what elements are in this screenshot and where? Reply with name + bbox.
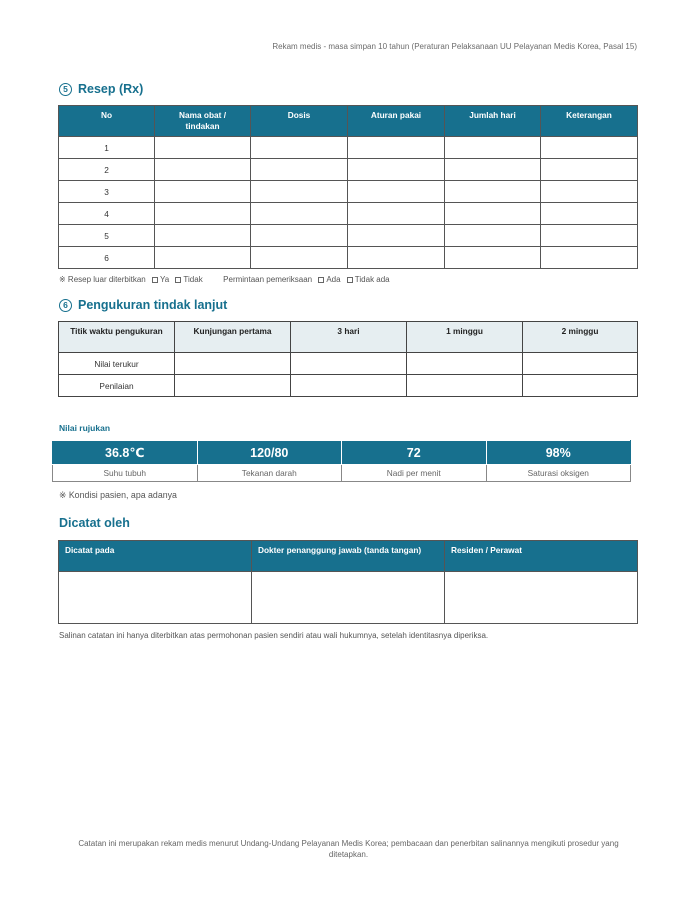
checkbox-ada[interactable] xyxy=(318,277,324,283)
pulse-label: Nadi per menit xyxy=(342,465,487,482)
dose-cell[interactable] xyxy=(251,181,348,203)
drug-cell[interactable] xyxy=(155,225,251,247)
followup-title: Pengukuran tindak lanjut xyxy=(78,298,228,312)
row-number: 4 xyxy=(59,203,155,225)
row-number: 2 xyxy=(59,159,155,181)
remarks-cell[interactable] xyxy=(541,225,638,247)
recorded-at-cell[interactable] xyxy=(59,572,252,624)
days-cell[interactable] xyxy=(445,181,541,203)
assessment-cell[interactable] xyxy=(523,375,638,397)
doctor-signature-cell[interactable] xyxy=(252,572,445,624)
measure-cell[interactable] xyxy=(175,353,291,375)
col-dose: Dosis xyxy=(251,106,348,137)
measure-cell[interactable] xyxy=(291,353,407,375)
col-resident-nurse: Residen / Perawat xyxy=(445,541,638,572)
days-cell[interactable] xyxy=(445,225,541,247)
col-usage: Aturan pakai xyxy=(348,106,445,137)
resident-nurse-cell[interactable] xyxy=(445,572,638,624)
reference-values-row xyxy=(53,441,631,465)
assessment-cell[interactable] xyxy=(291,375,407,397)
days-cell[interactable] xyxy=(445,137,541,159)
col-first-visit: Kunjungan pertama xyxy=(175,322,291,353)
prescription-options-line xyxy=(59,275,390,284)
option-ada-label: Ada xyxy=(326,275,341,284)
table-row xyxy=(59,375,638,397)
remarks-cell[interactable] xyxy=(541,137,638,159)
drug-cell[interactable] xyxy=(155,247,251,269)
row-label-measured: Nilai terukur xyxy=(59,353,175,375)
copy-issuance-note: Salinan catatan ini hanya diterbitkan atas permohonan pasien sendiri atau wali hukumnya, setelah identitasnya diperiksa. xyxy=(59,631,489,640)
table-row xyxy=(59,247,638,269)
drug-cell[interactable] xyxy=(155,203,251,225)
pulse-value: 72 xyxy=(342,441,487,465)
table-row xyxy=(59,181,638,203)
remarks-cell[interactable] xyxy=(541,159,638,181)
table-row xyxy=(59,137,638,159)
retention-note: Rekam medis - masa simpan 10 tahun (Peraturan Pelaksanaan UU Pelayanan Medis Korea, Pasal 15) xyxy=(272,42,637,51)
row-label-assessment: Penilaian xyxy=(59,375,175,397)
usage-cell[interactable] xyxy=(348,181,445,203)
recorded-header-row xyxy=(59,541,638,572)
oxygen-saturation-value: 98% xyxy=(486,441,631,465)
checkbox-ya[interactable] xyxy=(152,277,158,283)
dose-cell[interactable] xyxy=(251,137,348,159)
prescription-section-title xyxy=(59,82,143,96)
col-drug-name: Nama obat / tindakan xyxy=(155,106,251,137)
reference-label: Nilai rujukan xyxy=(59,423,111,433)
followup-table xyxy=(58,321,638,397)
col-timepoint: Titik waktu pengukuran xyxy=(59,322,175,353)
table-row xyxy=(59,203,638,225)
row-number: 5 xyxy=(59,225,155,247)
assessment-cell[interactable] xyxy=(175,375,291,397)
row-number: 3 xyxy=(59,181,155,203)
remarks-cell[interactable] xyxy=(541,203,638,225)
section-number-badge: 5 xyxy=(59,83,72,96)
col-1-week: 1 minggu xyxy=(407,322,523,353)
dose-cell[interactable] xyxy=(251,203,348,225)
oxygen-saturation-label: Saturasi oksigen xyxy=(486,465,631,482)
recorded-by-table xyxy=(58,540,638,624)
remarks-cell[interactable] xyxy=(541,247,638,269)
checkbox-tidak[interactable] xyxy=(175,277,181,283)
drug-cell[interactable] xyxy=(155,137,251,159)
days-cell[interactable] xyxy=(445,247,541,269)
checkbox-tidak-ada[interactable] xyxy=(347,277,353,283)
remarks-cell[interactable] xyxy=(541,181,638,203)
col-recorded-at: Dicatat pada xyxy=(59,541,252,572)
blood-pressure-label: Tekanan darah xyxy=(197,465,342,482)
followup-header-row xyxy=(59,322,638,353)
row-number: 1 xyxy=(59,137,155,159)
drug-cell[interactable] xyxy=(155,159,251,181)
temperature-label: Suhu tubuh xyxy=(53,465,198,482)
table-row xyxy=(59,572,638,624)
dose-cell[interactable] xyxy=(251,225,348,247)
drug-cell[interactable] xyxy=(155,181,251,203)
col-days: Jumlah hari xyxy=(445,106,541,137)
option-tidak-ada-label: Tidak ada xyxy=(354,275,390,284)
dose-cell[interactable] xyxy=(251,159,348,181)
usage-cell[interactable] xyxy=(348,225,445,247)
blood-pressure-value: 120/80 xyxy=(197,441,342,465)
col-attending-doctor: Dokter penanggung jawab (tanda tangan) xyxy=(252,541,445,572)
external-rx-label: ※ Resep luar diterbitkan xyxy=(59,275,146,284)
reference-values-table xyxy=(52,440,631,482)
prescription-header-row xyxy=(59,106,638,137)
option-tidak-label: Tidak xyxy=(183,275,203,284)
footer-note: Catatan ini merupakan rekam medis menurut Undang-Undang Pelayanan Medis Korea; pembacaan dan penerbitan salinannya mengikuti prosedur yang ditetapkan. xyxy=(78,839,619,860)
measure-cell[interactable] xyxy=(523,353,638,375)
option-ya-label: Ya xyxy=(159,275,170,284)
days-cell[interactable] xyxy=(445,203,541,225)
reference-labels-row xyxy=(53,465,631,482)
assessment-cell[interactable] xyxy=(407,375,523,397)
usage-cell[interactable] xyxy=(348,247,445,269)
usage-cell[interactable] xyxy=(348,137,445,159)
col-2-weeks: 2 minggu xyxy=(523,322,638,353)
col-no: No xyxy=(59,106,155,137)
row-number: 6 xyxy=(59,247,155,269)
table-row xyxy=(59,225,638,247)
table-row xyxy=(59,353,638,375)
table-row xyxy=(59,159,638,181)
measure-cell[interactable] xyxy=(407,353,523,375)
followup-section-title xyxy=(59,298,227,312)
recorded-by-title: Dicatat oleh xyxy=(59,516,130,530)
col-3-days: 3 hari xyxy=(291,322,407,353)
exam-request-label: Permintaan pemeriksaan xyxy=(223,275,313,284)
temperature-value: 36.8℃ xyxy=(53,441,198,465)
prescription-title: Resep (Rx) xyxy=(78,82,144,96)
condition-note: ※ Kondisi pasien, apa adanya xyxy=(59,490,177,500)
col-remarks: Keterangan xyxy=(541,106,638,137)
usage-cell[interactable] xyxy=(348,203,445,225)
days-cell[interactable] xyxy=(445,159,541,181)
dose-cell[interactable] xyxy=(251,247,348,269)
usage-cell[interactable] xyxy=(348,159,445,181)
section-number-badge: 6 xyxy=(59,299,72,312)
prescription-table xyxy=(58,105,638,269)
